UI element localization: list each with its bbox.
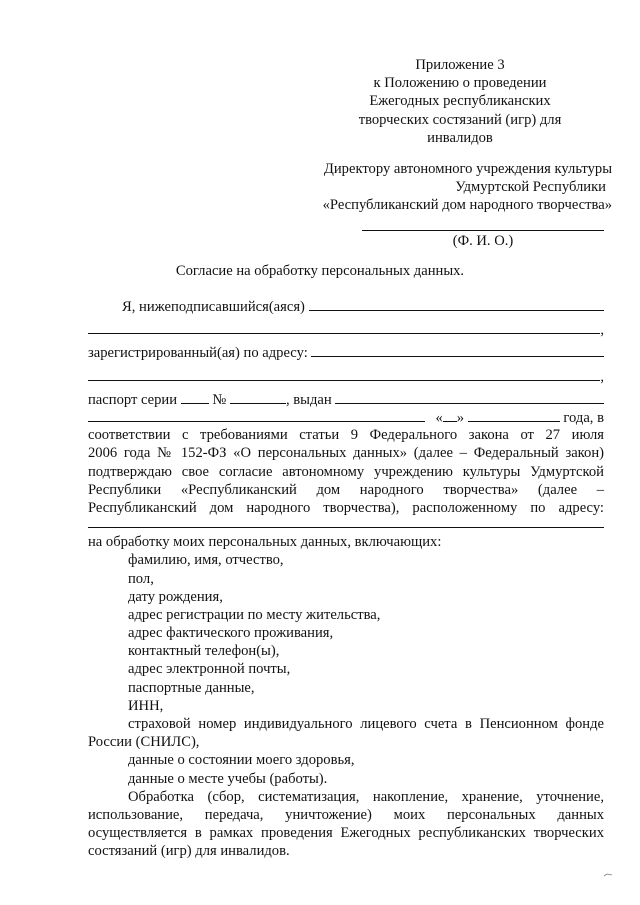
full-name-field-2[interactable] bbox=[88, 320, 600, 334]
address-row bbox=[88, 343, 604, 361]
paragraph-line: Республиканский дом народного творчества), расположенному по адресу: bbox=[88, 499, 604, 516]
list-item: дату рождения, bbox=[128, 588, 223, 605]
list-item: адрес электронной почты, bbox=[128, 661, 291, 678]
issue-date-row bbox=[88, 408, 604, 426]
addressee-line: «Республиканский дом народного творчества» bbox=[322, 197, 612, 214]
list-item: паспортные данные, bbox=[128, 679, 255, 696]
paragraph-line: соответствии с требованиями статьи 9 Федерального закона от 27 июля bbox=[88, 427, 604, 444]
quote-open: « bbox=[435, 409, 443, 426]
number-sign: № bbox=[212, 391, 227, 408]
passport-series-field[interactable] bbox=[181, 390, 209, 404]
paragraph-line: использование, передача, уничтожение) моих персональных данных bbox=[88, 806, 604, 823]
list-item: адрес регистрации по месту жительства, bbox=[128, 606, 381, 623]
fio-label: (Ф. И. О.) bbox=[452, 233, 514, 249]
document-title: Согласие на обработку персональных данных. bbox=[175, 263, 465, 279]
snils-line: страховой номер индивидуального лицевого счета в Пенсионном фонде bbox=[128, 716, 604, 733]
final-paragraph bbox=[88, 788, 604, 861]
scan-mark-icon bbox=[603, 872, 613, 878]
addressee-line: Директору автономного учреждения культуры bbox=[323, 161, 612, 177]
personal-data-list-2 bbox=[88, 751, 604, 787]
full-name-field[interactable] bbox=[309, 297, 604, 311]
paragraph-line: Обработка (сбор, систематизация, накопление, хранение, уточнение, bbox=[128, 788, 604, 805]
appendix-header bbox=[330, 56, 590, 147]
i-undersigned-label: Я, нижеподписавшийся(аяся) bbox=[122, 299, 305, 315]
organization-address-row bbox=[88, 517, 604, 533]
paragraph-line: осуществляется в рамках проведения Ежегодных республиканских творческих bbox=[88, 825, 604, 842]
appendix-line: инвалидов bbox=[427, 129, 493, 146]
consent-body bbox=[88, 297, 604, 861]
passport-number-field[interactable] bbox=[230, 390, 286, 404]
comma: , bbox=[600, 368, 604, 385]
registration-address-field-2[interactable] bbox=[88, 367, 600, 381]
snils-line-2: России (СНИЛС), bbox=[88, 734, 200, 751]
passport-row bbox=[88, 390, 604, 408]
processing-intro: на обработку моих персональных данных, включающих: bbox=[88, 534, 442, 551]
list-item: контактный телефон(ы), bbox=[128, 643, 280, 660]
name-row bbox=[88, 297, 604, 315]
name-continuation-row bbox=[88, 320, 604, 338]
paragraph-line: состязаний (игр) для инвалидов. bbox=[88, 843, 290, 860]
list-item: адрес фактического проживания, bbox=[128, 625, 334, 642]
address-continuation-row bbox=[88, 367, 604, 385]
appendix-line: творческих состязаний (игр) для bbox=[358, 111, 562, 128]
year-label: года, в bbox=[563, 409, 604, 426]
passport-issued-by-field-2[interactable] bbox=[88, 408, 425, 422]
consent-paragraph bbox=[88, 426, 604, 517]
addressee-line: Удмуртской Республики bbox=[455, 179, 606, 196]
appendix-line: Ежегодных республиканских bbox=[369, 93, 551, 110]
list-item: пол, bbox=[128, 570, 154, 587]
list-item: ИНН, bbox=[128, 697, 164, 714]
appendix-line: к Положению о проведении bbox=[373, 75, 547, 92]
appendix-line: Приложение 3 bbox=[415, 57, 505, 73]
paragraph-line: 2006 года № 152-ФЗ «О персональных данных» (далее – Федеральный закон) bbox=[88, 445, 604, 462]
list-item: данные о месте учебы (работы). bbox=[128, 770, 328, 787]
issued-label: , выдан bbox=[285, 391, 332, 408]
registered-label: зарегистрированный(ая) по адресу: bbox=[88, 345, 308, 362]
paragraph-line: подтверждаю свое согласие автономному учреждению культуры Удмуртской bbox=[88, 463, 604, 480]
comma: , bbox=[600, 322, 604, 339]
addressee-block bbox=[300, 160, 612, 215]
list-item: данные о состоянии моего здоровья, bbox=[128, 752, 355, 769]
quote-close: » bbox=[456, 409, 465, 426]
organization-address-field[interactable] bbox=[88, 517, 604, 528]
passport-issued-by-field[interactable] bbox=[335, 390, 604, 404]
passport-series-label: паспорт серии bbox=[88, 391, 178, 408]
registration-address-field[interactable] bbox=[311, 343, 604, 357]
issue-month-field[interactable] bbox=[468, 408, 560, 422]
paragraph-line: Республики «Республиканский дом народного творчества» (далее – bbox=[88, 481, 604, 498]
director-fio-line[interactable] bbox=[362, 230, 604, 231]
issue-day-field[interactable] bbox=[443, 408, 457, 422]
personal-data-list bbox=[88, 551, 604, 715]
list-item: фамилию, имя, отчество, bbox=[128, 552, 284, 569]
